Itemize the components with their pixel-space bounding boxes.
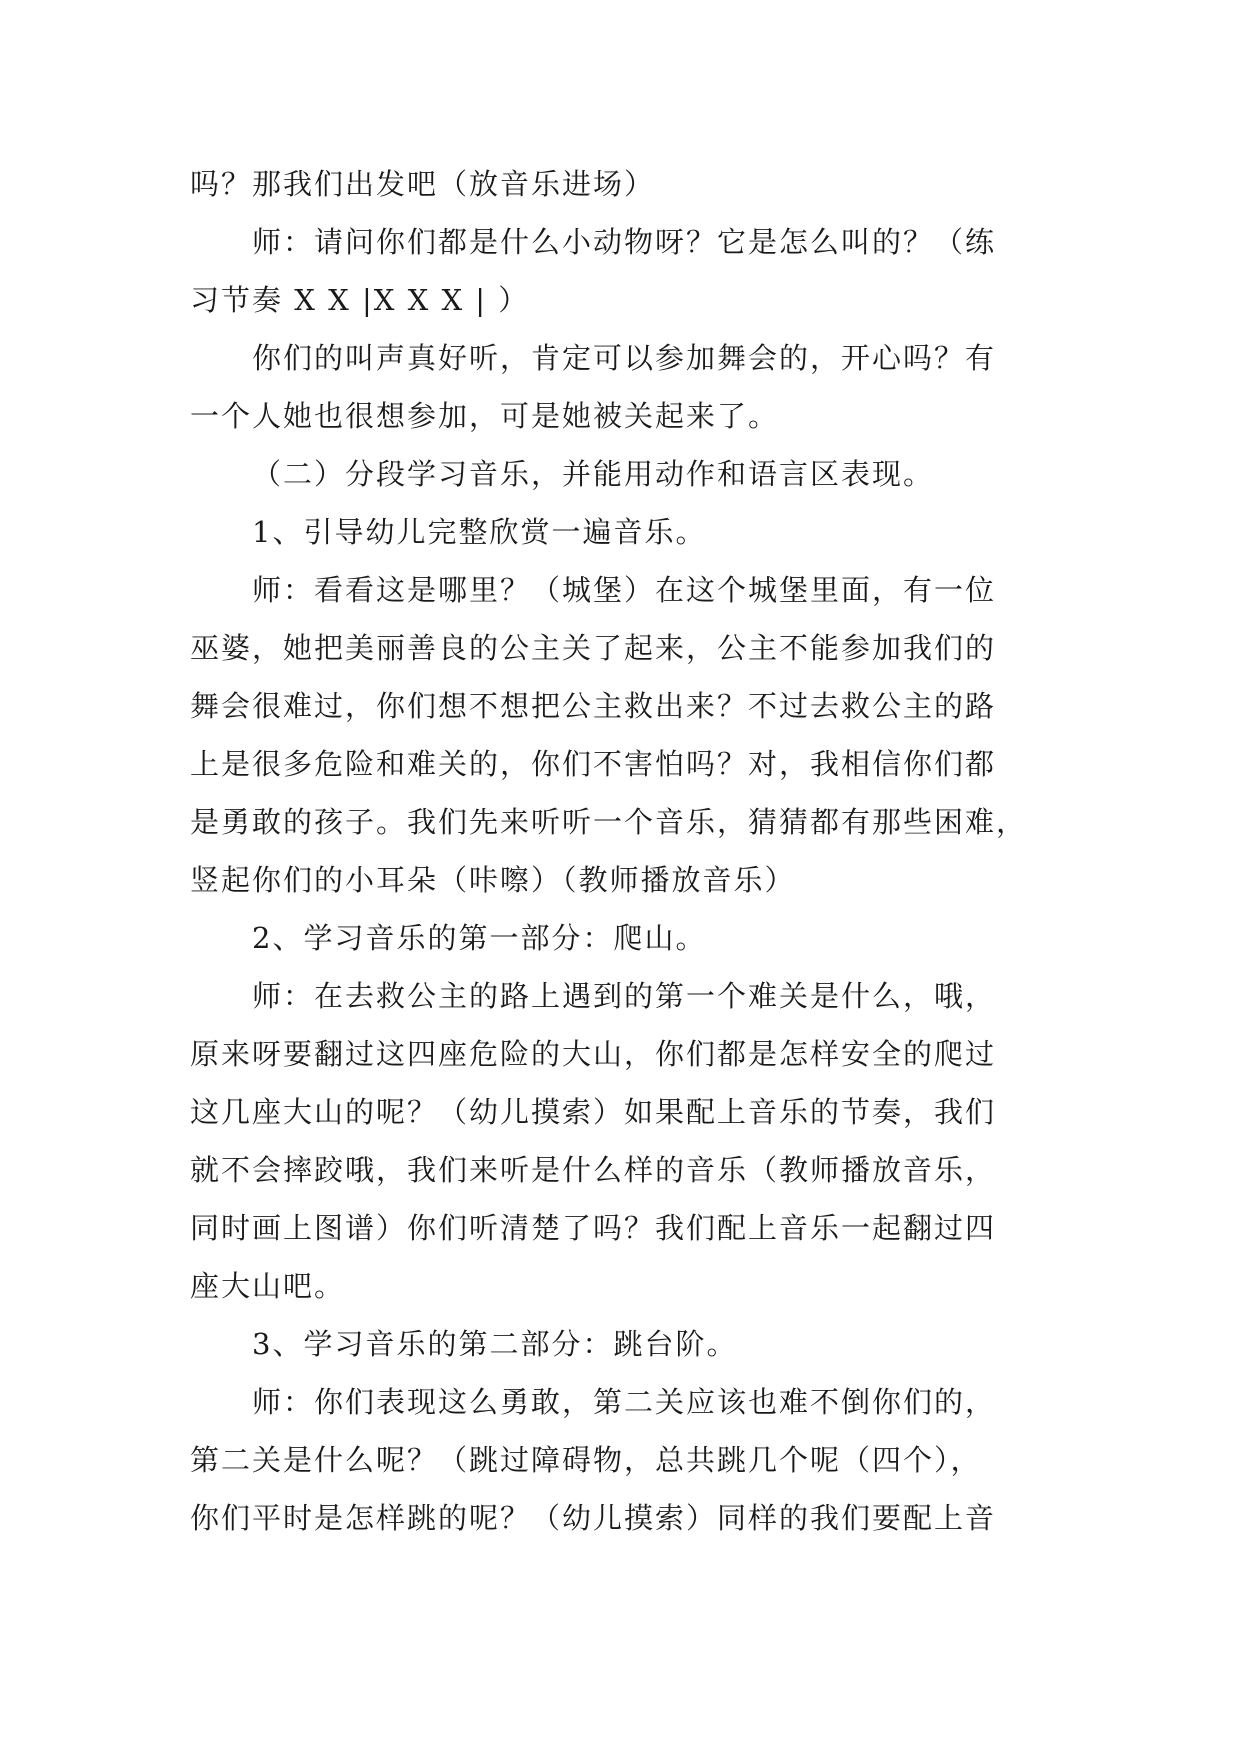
text-line: 舞会很难过，你们想不想把公主救出来？不过去救公主的路 — [190, 689, 997, 723]
text-line: 师：看看这是哪里？（城堡）在这个城堡里面，有一位 — [252, 573, 997, 607]
text-line: 你们的叫声真好听，肯定可以参加舞会的，开心吗？有 — [252, 341, 997, 375]
text-line: 原来呀要翻过这四座危险的大山，你们都是怎样安全的爬过 — [190, 1037, 997, 1071]
text-line: 同时画上图谱）你们听清楚了吗？我们配上音乐一起翻过四 — [190, 1211, 997, 1245]
section-heading: （二）分段学习音乐，并能用动作和语言区表现。 — [252, 457, 935, 491]
text-line: 上是很多危险和难关的，你们不害怕吗？对，我相信你们都 — [190, 747, 997, 781]
text-line: 你们平时是怎样跳的呢？（幼儿摸索）同样的我们要配上音 — [190, 1501, 997, 1535]
body-text — [190, 155, 1070, 1547]
text-line: 巫婆，她把美丽善良的公主关了起来，公主不能参加我们的 — [190, 631, 997, 665]
text-line: 师：你们表现这么勇敢，第二关应该也难不倒你们的， — [252, 1385, 997, 1419]
text-line: 是勇敢的孩子。我们先来听听一个音乐，猜猜都有那些困难， — [190, 805, 1028, 839]
text-line: 习节奏 X X |X X X | ） — [190, 283, 530, 317]
text-line: 座大山吧。 — [190, 1269, 346, 1303]
text-line: 竖起你们的小耳朵（咔嚓）（教师播放音乐） — [190, 863, 796, 897]
text-line: 第二关是什么呢？（跳过障碍物，总共跳几个呢（四个）， — [190, 1443, 982, 1477]
step-heading: 1、引导幼儿完整欣赏一遍音乐。 — [252, 515, 707, 549]
text-line: 吗？那我们出发吧（放音乐进场） — [190, 167, 656, 201]
text-line: 一个人她也很想参加，可是她被关起来了。 — [190, 399, 780, 433]
text-line: 师：在去救公主的路上遇到的第一个难关是什么，哦， — [252, 979, 997, 1013]
text-line: 就不会摔跤哦，我们来听是什么样的音乐（教师播放音乐， — [190, 1153, 997, 1187]
text-line: 这几座大山的呢？（幼儿摸索）如果配上音乐的节奏，我们 — [190, 1095, 997, 1129]
text-line: 师：请问你们都是什么小动物呀？它是怎么叫的？（练 — [252, 225, 997, 259]
step-heading: 3、学习音乐的第二部分：跳台阶。 — [252, 1327, 738, 1361]
step-heading: 2、学习音乐的第一部分：爬山。 — [252, 921, 707, 955]
